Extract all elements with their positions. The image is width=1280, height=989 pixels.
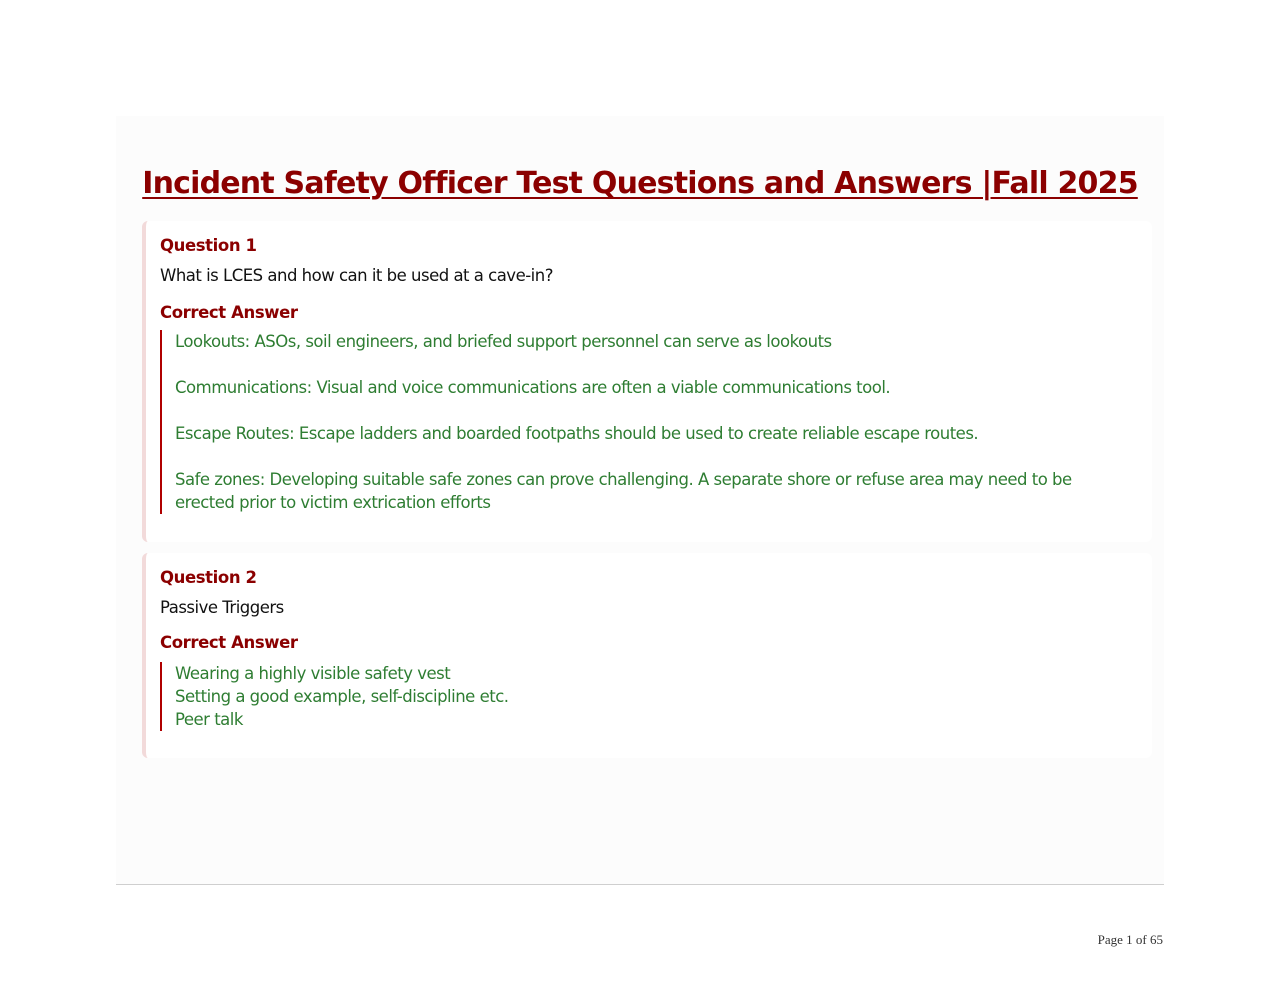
answer-paragraph: Communications: Visual and voice communications are often a viable communications tool. xyxy=(175,378,891,397)
question-block xyxy=(142,553,1152,758)
answer-line: Setting a good example, self-discipline etc. xyxy=(175,687,509,706)
answer-paragraph: Safe zones: Developing suitable safe zones can prove challenging. A separate shore or refuse area may need to be erected prior to victim extrication efforts xyxy=(175,470,1072,512)
answer-line: Peer talk xyxy=(175,710,243,729)
footer-divider xyxy=(116,884,1164,885)
question-label: Question 2 xyxy=(160,568,257,587)
document-title: Incident Safety Officer Test Questions and Answers |Fall 2025 xyxy=(142,166,1138,201)
question-block xyxy=(142,221,1152,542)
answer-body xyxy=(160,662,1120,731)
answer-label: Correct Answer xyxy=(160,303,298,322)
question-text: Passive Triggers xyxy=(160,598,284,617)
page-number: Page 1 of 65 xyxy=(1097,932,1163,947)
answer-line: Wearing a highly visible safety vest xyxy=(175,664,451,683)
answer-paragraph: Escape Routes: Escape ladders and boarded footpaths should be used to create reliable escape routes. xyxy=(175,424,979,443)
answer-paragraph: Lookouts: ASOs, soil engineers, and briefed support personnel can serve as lookouts xyxy=(175,332,832,351)
question-label: Question 1 xyxy=(160,236,257,255)
answer-label: Correct Answer xyxy=(160,633,298,652)
document-page xyxy=(116,116,1164,884)
question-text: What is LCES and how can it be used at a cave-in? xyxy=(160,266,553,285)
answer-body xyxy=(160,330,1120,514)
